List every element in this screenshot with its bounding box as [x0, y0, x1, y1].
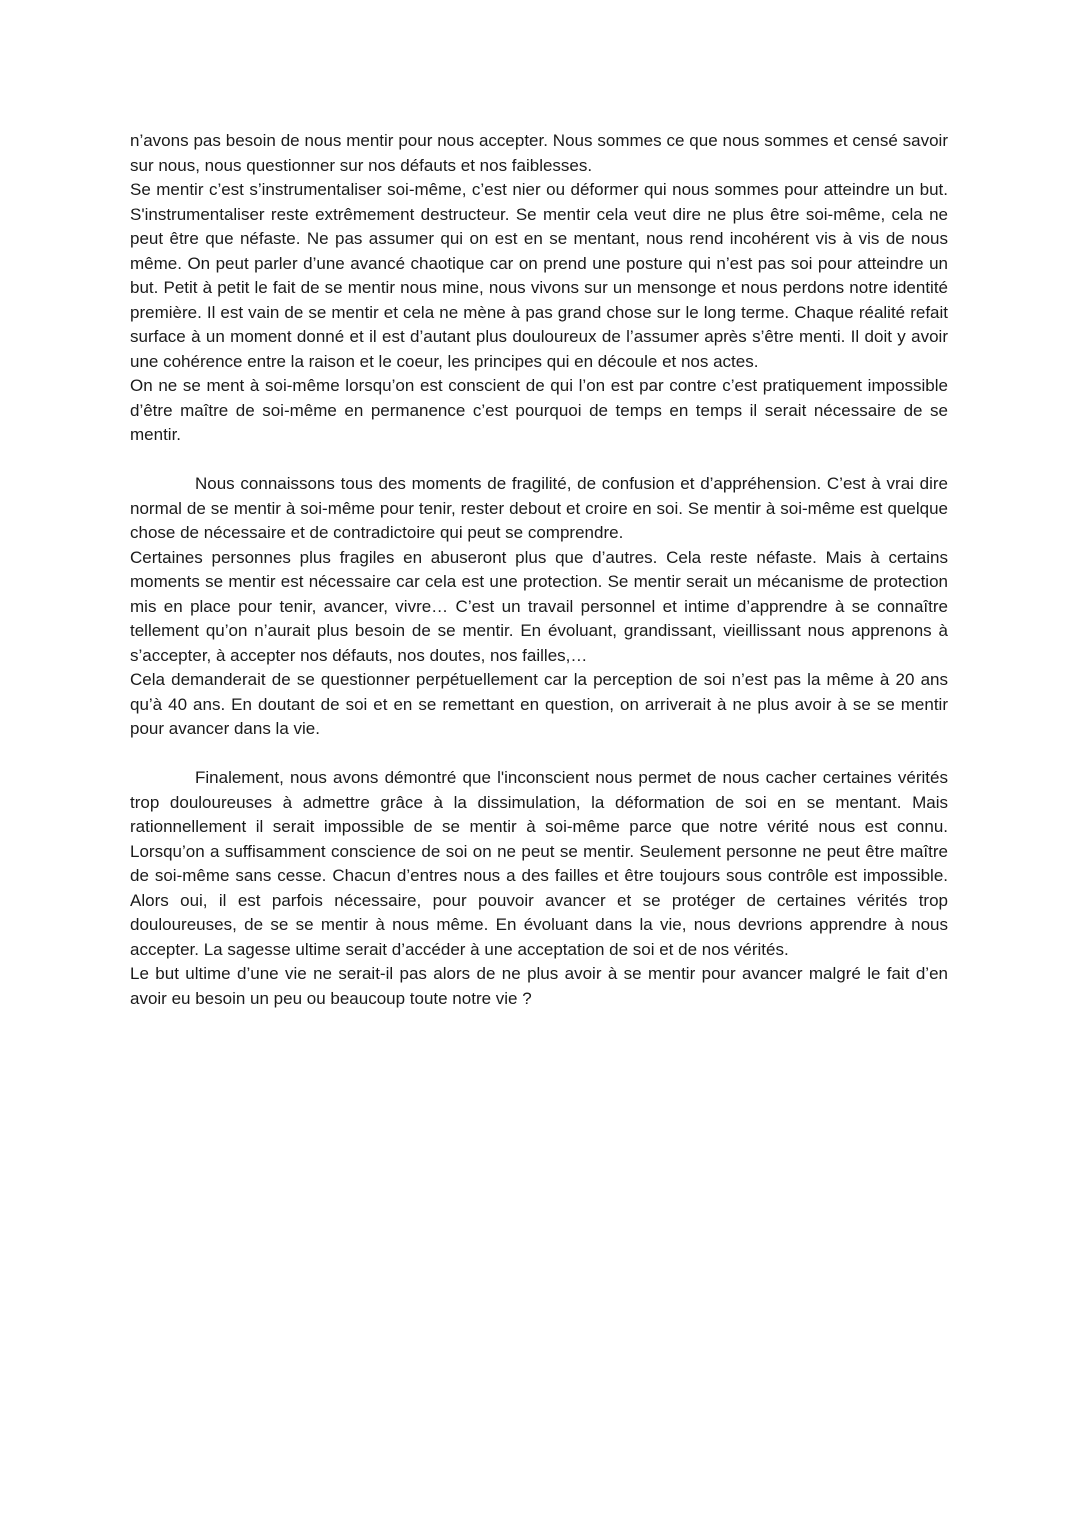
section-conclusion: [130, 766, 948, 1011]
section-continuation: [130, 129, 948, 448]
paragraph: Nous connaissons tous des moments de fragilité, de confusion et d’appréhension. C’est à vrai dire normal de se mentir à soi-même pour tenir, rester debout et croire en soi. Se mentir à soi-même est quelque chose de nécessaire et de contradictoire qui peut se comprendre.: [130, 474, 948, 542]
paragraph: On ne se ment à soi-même lorsqu’on est conscient de qui l’on est par contre c’est pratiquement impossible d’être maître de soi-même en permanence c’est pourquoi de temps en temps il serait nécessaire de se mentir.: [130, 376, 948, 444]
paragraph: Finalement, nous avons démontré que l'inconscient nous permet de nous cacher certaines vérités trop douloureuses à admettre grâce à la dissimulation, la déformation de soi en se mentant. Mais rationnellement il serait impossible de se mentir à soi-même parce que notre vérité nous est connu. Lorsqu’on a suffisamment conscience de soi on ne peut se mentir. Seulement personne ne peut être maître de soi-même sans cesse. Chacun d’entres nous a des failles et être toujours sous contrôle est impossible. Alors oui, il est parfois nécessaire, pour pouvoir avancer et se protéger de certaines vérités trop douloureuses, de se se mentir à nous même. En évoluant dans la vie, nous devrions apprendre à nous accepter. La sagesse ultime serait d’accéder à une acceptation de soi et de nos vérités.: [130, 768, 948, 959]
paragraph: n’avons pas besoin de nous mentir pour nous accepter. Nous sommes ce que nous sommes et censé savoir sur nous, nous questionner sur nos défauts et nos faiblesses.: [130, 131, 948, 175]
paragraph-spacer: [130, 448, 948, 473]
paragraph-spacer: [130, 742, 948, 767]
paragraph: Se mentir c’est s’instrumentaliser soi-même, c’est nier ou déformer qui nous sommes pour atteindre un but. S'instrumentaliser reste extrêmement destructeur. Se mentir cela veut dire ne plus être soi-même, cela ne peut être que néfaste. Ne pas assumer qui on est en se mentant, nous rend incohérent vis à vis de nous même. On peut parler d’une avancé chaotique car on prend une posture qui n’est pas soi pour atteindre un but. Petit à petit le fait de se mentir nous mine, nous vivons sur un mensonge et nous perdons notre identité première. Il est vain de se mentir et cela ne mène à pas grand chose sur le long terme. Chaque réalité refait surface à un moment donné et il est d’autant plus douloureux de l’assumer après s’être menti. Il doit y avoir une cohérence entre la raison et le coeur, les principes qui en découle et nos actes.: [130, 180, 948, 371]
section-fragility: [130, 472, 948, 742]
document-page: [130, 129, 948, 1011]
paragraph: Le but ultime d’une vie ne serait-il pas alors de ne plus avoir à se mentir pour avancer malgré le fait d’en avoir eu besoin un peu ou beaucoup toute notre vie ?: [130, 964, 948, 1008]
paragraph: Cela demanderait de se questionner perpétuellement car la perception de soi n’est pas la même à 20 ans qu’à 40 ans. En doutant de soi et en se remettant en question, on arriverait à ne plus avoir à se se mentir pour avancer dans la vie.: [130, 670, 948, 738]
paragraph: Certaines personnes plus fragiles en abuseront plus que d’autres. Cela reste néfaste. Mais à certains moments se mentir est nécessaire car cela est une protection. Se mentir serait un mécanisme de protection mis en place pour tenir, avancer, vivre… C’est un travail personnel et intime d’apprendre à se connaître tellement qu’on n’aurait plus besoin de se mentir. En évoluant, grandissant, vieillissant nous apprenons à s’accepter, à accepter nos défauts, nos doutes, nos failles,…: [130, 547, 948, 665]
